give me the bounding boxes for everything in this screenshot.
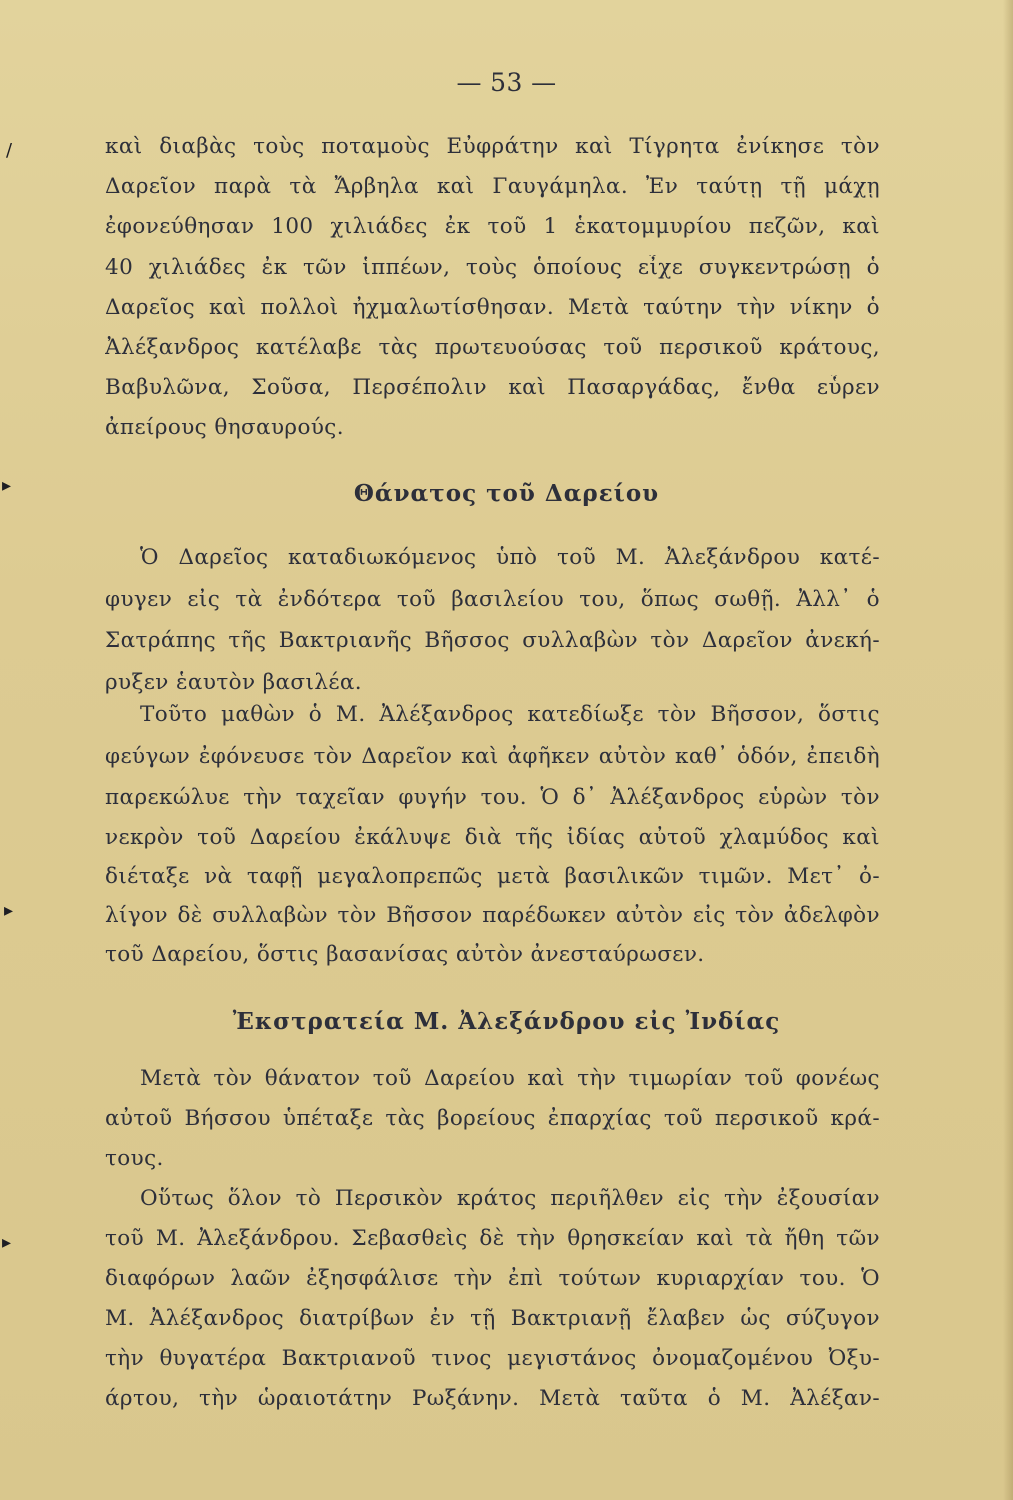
text-line: Τοῦτο μαθὼν ὁ Μ. Ἀλέξανδρος κατεδίωξε τὸν Βῆσσον, ὅστις [140, 702, 880, 727]
text-line: διέταξε νὰ ταφῇ μεγαλοπρεπῶς μετὰ βασιλικῶν τιμῶν. Μετ᾿ ὀ- [105, 864, 880, 889]
margin-mark: ▸ [2, 1232, 12, 1253]
text-line: ἐφονεύθησαν 100 χιλιάδες ἐκ τοῦ 1 ἑκατομμυρίου πεζῶν, καὶ [105, 214, 880, 239]
text-line: άρτου, τὴν ὡραιοτάτην Ρωξάνην. Μετὰ ταῦτα ὁ Μ. Ἀλέξαν- [105, 1386, 880, 1411]
text-line: Ἀλέξανδρος κατέλαβε τὰς πρωτευούσας τοῦ περσικοῦ κράτους, [105, 335, 880, 360]
text-line: αὐτοῦ Βήσσου ὑπέταξε τὰς βορείους ἐπαρχίας τοῦ περσικοῦ κρά- [105, 1106, 880, 1131]
text-line: Βαβυλῶνα, Σοῦσα, Περσέπολιν καὶ Πασαργάδας, ἔνθα εὗρεν [105, 375, 880, 400]
margin-mark: ▸ [4, 900, 14, 921]
text-line: Ὁ Δαρεῖος καταδιωκόμενος ὑπὸ τοῦ Μ. Ἀλεξάνδρου κατέ- [140, 545, 880, 570]
page-edge-shadow [1003, 0, 1013, 1500]
text-line: τὴν θυγατέρα Βακτριανοῦ τινος μεγιστάνος ὀνομαζομένου Ὀξυ- [105, 1346, 880, 1371]
section-heading: Θάνατος τοῦ Δαρείου [353, 480, 660, 507]
text-line: Μ. Ἀλέξανδρος διατρίβων ἐν τῇ Βακτριανῇ ἔλαβεν ὡς σύζυγον [105, 1306, 880, 1331]
page-number: — 53 — [456, 68, 557, 97]
text-line: διαφόρων λαῶν ἐξησφάλισε τὴν ἐπὶ τούτων κυριαρχίαν του. Ὁ [105, 1266, 880, 1291]
section-heading: Ἐκστρατεία Μ. Ἀλεξάνδρου εἰς Ἰνδίας [232, 1008, 781, 1035]
text-line: λίγον δὲ συλλαβὼν τὸν Βῆσσον παρέδωκεν αὐτὸν εἰς τὸν ἀδελφὸν [105, 903, 880, 928]
text-line: φεύγων ἐφόνευσε τὸν Δαρεῖον καὶ ἀφῆκεν αὐτὸν καθ᾿ ὁδόν, ἐπειδὴ [105, 744, 880, 769]
text-line: Δαρεῖος καὶ πολλοὶ ἠχμαλωτίσθησαν. Μετὰ ταύτην τὴν νίκην ὁ [105, 295, 880, 320]
text-line: καὶ διαβὰς τοὺς ποταμοὺς Εὐφράτην καὶ Τίγρητα ἐνίκησε τὸν [105, 134, 880, 159]
text-line: Δαρεῖον παρὰ τὰ Ἄρβηλα καὶ Γαυγάμηλα. Ἐν ταύτῃ τῇ μάχῃ [105, 174, 880, 199]
text-line: 40 χιλιάδες ἐκ τῶν ἱππέων, τοὺς ὁποίους εἶχε συγκεντρώσῃ ὁ [105, 255, 880, 280]
margin-mark: / [6, 140, 13, 161]
text-line: ἀπείρους θησαυρούς. [105, 415, 344, 440]
text-line: τοῦ Μ. Ἀλεξάνδρου. Σεβασθεὶς δὲ τὴν θρησκείαν καὶ τὰ ἤθη τῶν [105, 1226, 880, 1251]
text-line: τοῦ Δαρείου, ὅστις βασανίσας αὐτὸν ἀνεσταύρωσεν. [105, 942, 705, 967]
margin-mark: ▸ [2, 475, 12, 496]
text-line: Μετὰ τὸν θάνατον τοῦ Δαρείου καὶ τὴν τιμωρίαν τοῦ φονέως [140, 1066, 880, 1091]
text-line: νεκρὸν τοῦ Δαρείου ἐκάλυψε διὰ τῆς ἰδίας αὐτοῦ χλαμύδος καὶ [105, 825, 880, 850]
text-line: Σατράπης τῆς Βακτριανῆς Βῆσσος συλλαβὼν τὸν Δαρεῖον ἀνεκή- [105, 628, 880, 653]
text-line: Οὕτως ὅλον τὸ Περσικὸν κράτος περιῆλθεν εἰς τὴν ἐξουσίαν [140, 1186, 880, 1211]
text-line: φυγεν εἰς τὰ ἐνδότερα τοῦ βασιλείου του, ὅπως σωθῇ. Ἀλλ᾿ ὁ [105, 587, 880, 612]
text-line: παρεκώλυε τὴν ταχεῖαν φυγήν του. Ὁ δ᾿ Ἀλέξανδρος εὑρὼν τὸν [105, 785, 880, 810]
text-line: τους. [105, 1146, 164, 1171]
text-line: ρυξεν ἑαυτὸν βασιλέα. [105, 670, 363, 695]
